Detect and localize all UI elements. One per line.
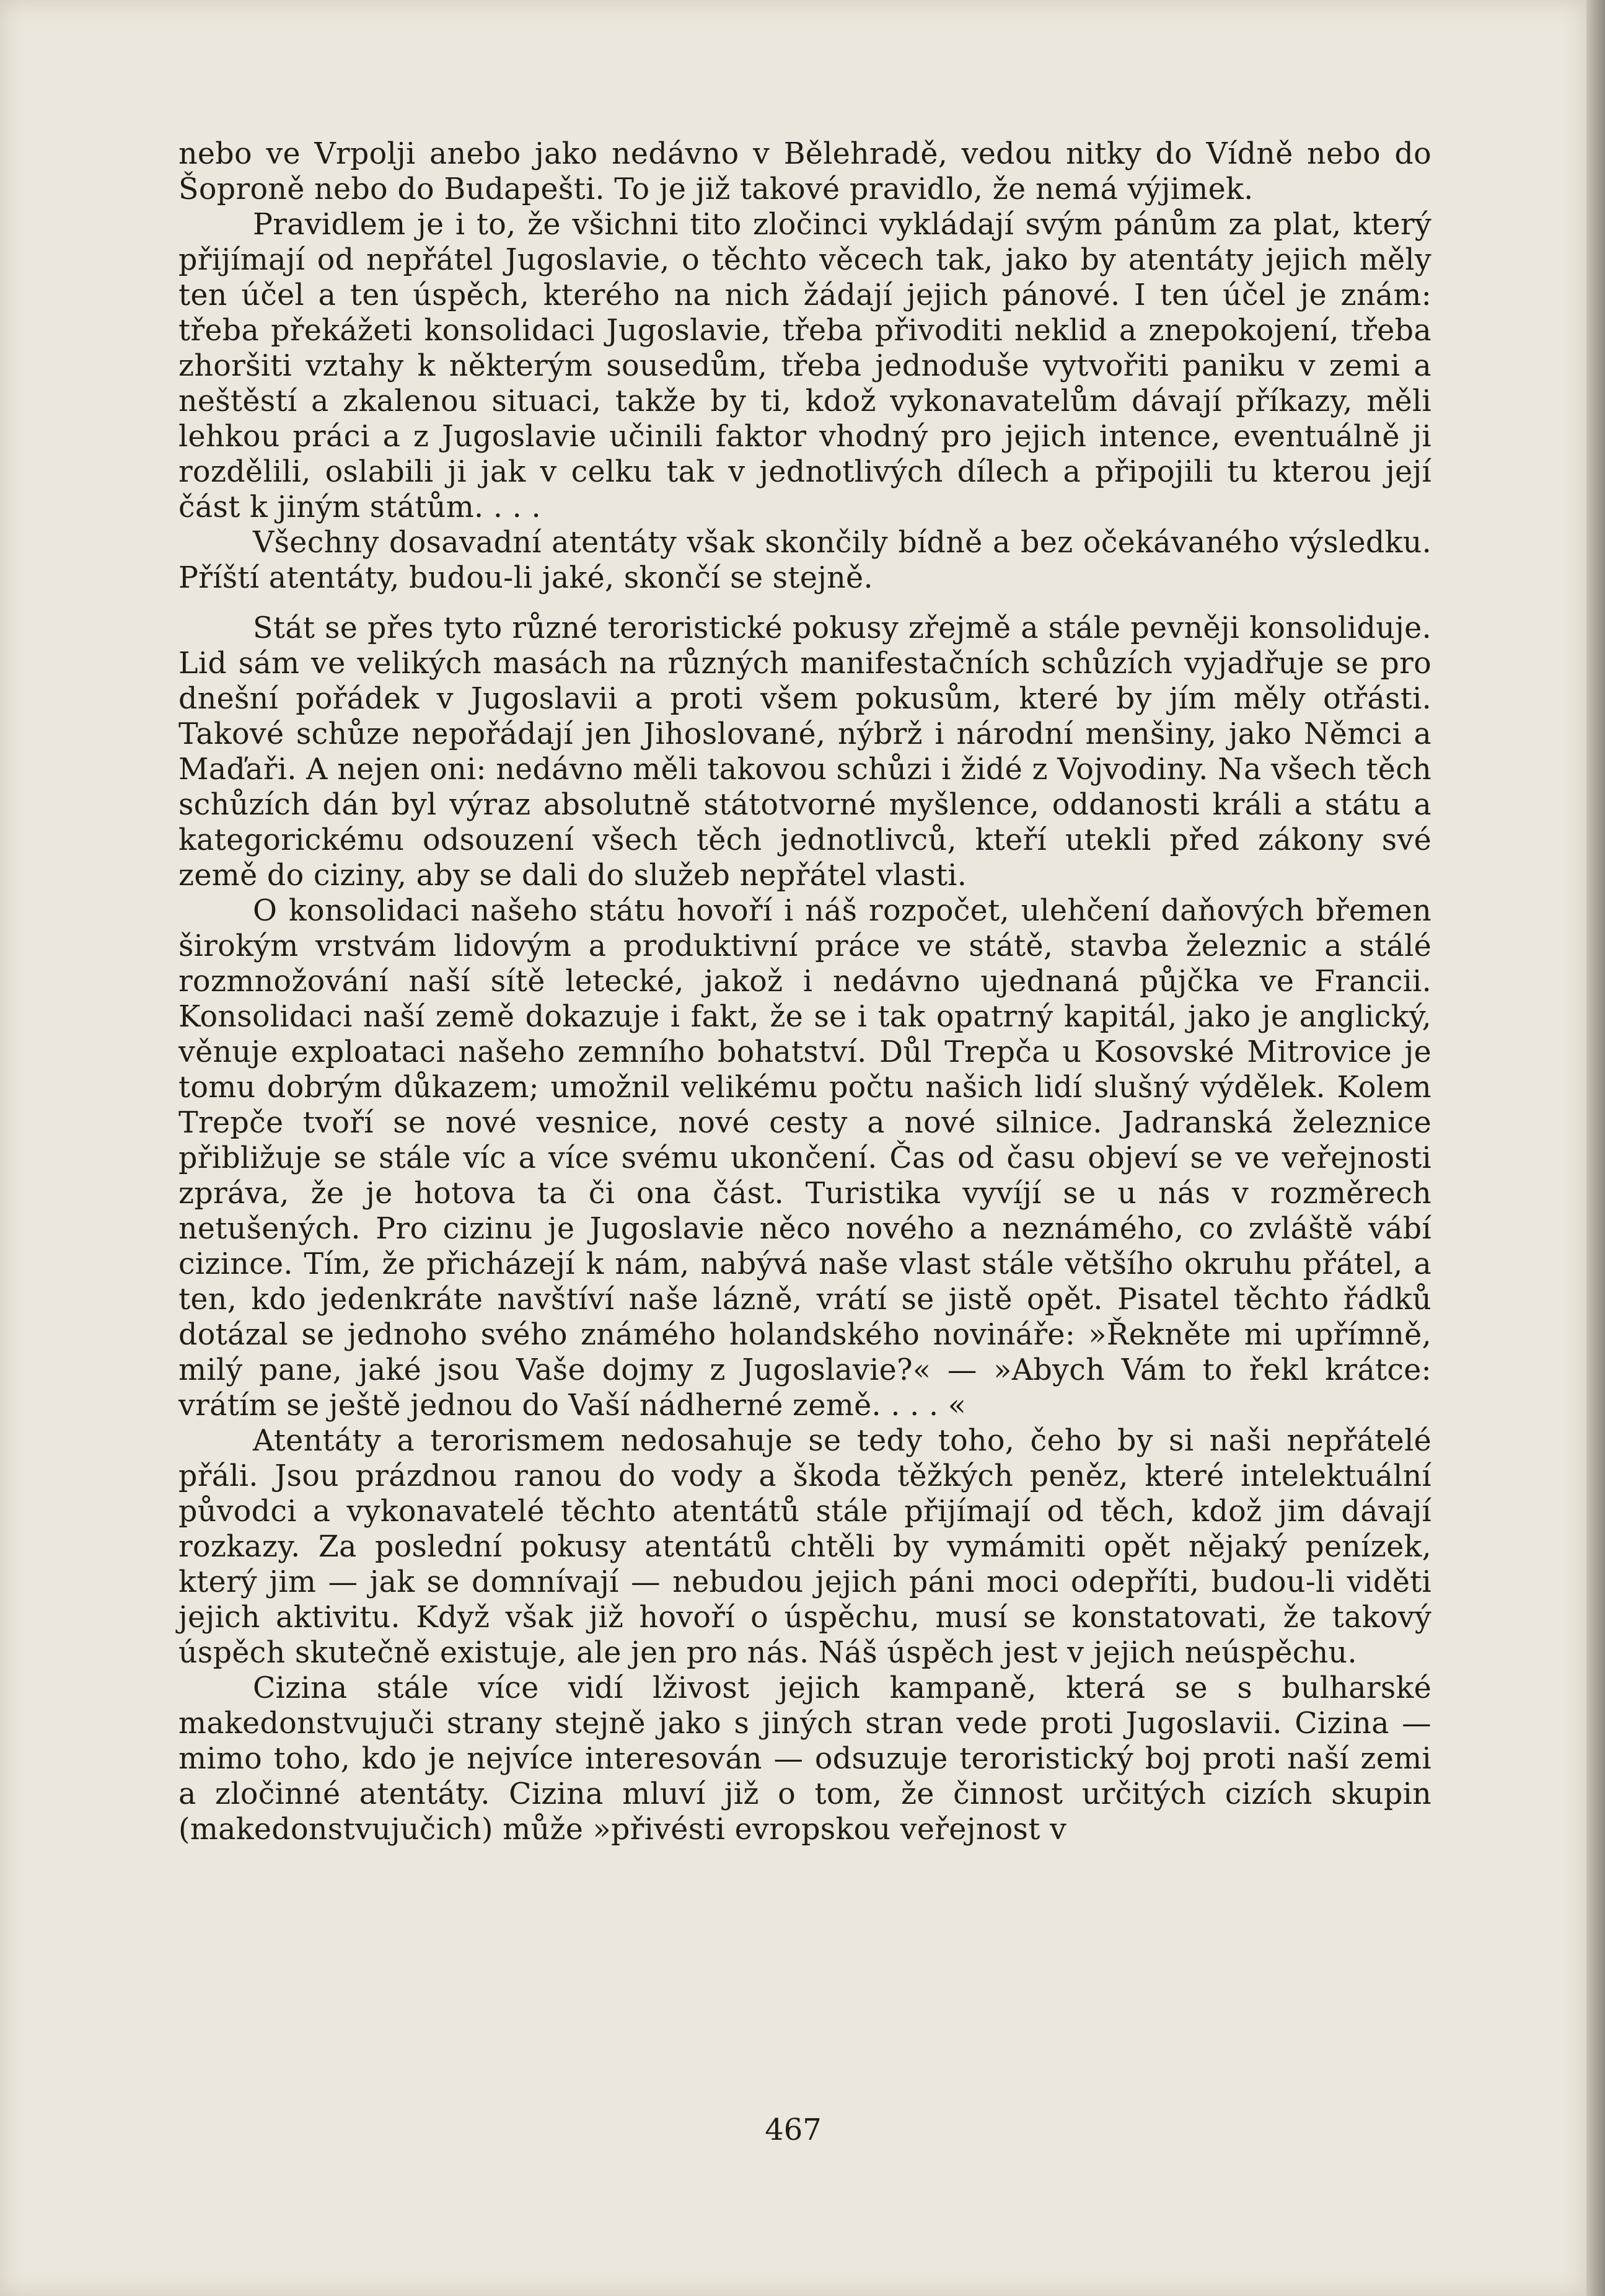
paragraph-6: Atentáty a terorismem nedosahuje se tedy toho, čeho by si naši nepřátelé přáli. Jsou prázdnou ranou do vody a škoda těžkých peněz, které intelektuální původci a vykonavatelé těchto atentátů stále přijímají od těch, kdož jim dávají rozkazy. Za poslední pokusy atentátů chtěli by vymámiti opět nějaký penízek, který jim — jak se domnívají — nebudou jejich páni moci odepříti, budou-li viděti jejich aktivitu. Když však již hovoří o úspěchu, musí se konstatovati, že takový úspěch skutečně existuje, ale jen pro nás. Náš úspěch jest v jejich neúspěchu. (178, 1424, 1431, 1670)
paragraph-3: Všechny dosavadní atentáty však skončily bídně a bez očekávaného výsledku. Příští atentáty, budou-li jaké, skončí se stejně. (178, 526, 1431, 595)
paragraph-1: nebo ve Vrpolji anebo jako nedávno v Bělehradě, vedou nitky do Vídně nebo do Šoproně nebo do Budapešti. To je již takové pravidlo, že nemá výjimek. (178, 137, 1431, 206)
body-text (178, 136, 1431, 1847)
paragraph-7: Cizina stále více vidí lživost jejich kampaně, která se s bulharské makedonstvujuči strany stejně jako s jiných stran vede proti Jugoslavii. Cizina — mimo toho, kdo je nejvíce interesován — odsuzuje teroristický boj proti naší zemi a zločinné atentáty. Cizina mluví již o tom, že činnost určitých cizích skupin (makedonstvujučich) může »přivésti evropskou veřejnost v (178, 1671, 1431, 1847)
paragraph-5: O konsolidaci našeho státu hovoří i náš rozpočet, ulehčení daňových břemen širokým vrstvám lidovým a produktivní práce ve státě, stavba železnic a stálé rozmnožování naší sítě letecké, jakož i nedávno ujednaná půjčka ve Francii. Konsolidaci naší země dokazuje i fakt, že se i tak opatrný kapitál, jako je anglický, věnuje exploataci našeho zemního bohatství. Důl Trepča u Kosovské Mitrovice je tomu dobrým důkazem; umožnil velikému počtu našich lidí slušný výdělek. Kolem Trepče tvoří se nové vesnice, nové cesty a nové silnice. Jadranská železnice přibližuje se stále víc a více svému ukončení. Čas od času objeví se ve veřejnosti zpráva, že je hotova ta či ona část. Turistika vyvíjí se u nás v rozměrech netušených. Pro cizinu je Jugoslavie něco nového a neznámého, co zvláště vábí cizince. Tím, že přicházejí k nám, nabývá naše vlast stále většího okruhu přátel, a ten, kdo jedenkráte navštíví naše lázně, vrátí se jistě opět. Pisatel těchto řádků dotázal se jednoho svého známého holandského novináře: »Řekněte mi upřímně, milý pane, jaké jsou Vaše dojmy z Jugoslavie?« — »Abych Vám to řekl krátce: vrátím se ještě jednou do Vaší nádherné země. . . . « (178, 894, 1431, 1423)
paragraph-4: Stát se přes tyto různé teroristické pokusy zřejmě a stále pevněji konsoliduje. Lid sám ve velikých masách na různých manifestačních schůzích vyjadřuje se pro dnešní pořádek v Jugoslavii a proti všem pokusům, které by jím měly otřásti. Takové schůze nepořádají jen Jihoslované, nýbrž i národní menšiny, jako Němci a Maďaři. A nejen oni: nedávno měli takovou schůzi i židé z Vojvodiny. Na všech těch schůzích dán byl výraz absolutně státotvorné myšlence, oddanosti králi a státu a kategorickému odsouzení všech těch jednotlivců, kteří utekli před zákony své země do ciziny, aby se dali do služeb nepřátel vlasti. (178, 611, 1431, 893)
page-number: 467 (765, 2113, 822, 2147)
page-edge (1586, 0, 1605, 2296)
paragraph-2: Pravidlem je i to, že všichni tito zločinci vykládají svým pánům za plat, který přijímají od nepřátel Jugoslavie, o těchto věcech tak, jako by atentáty jejich měly ten účel a ten úspěch, kterého na nich žádají jejich pánové. I ten účel je znám: třeba překážeti konsolidaci Jugoslavie, třeba přivoditi neklid a znepokojení, třeba zhoršiti vztahy k některým sousedům, třeba jednoduše vytvořiti paniku v zemi a neštěstí a zkalenou situaci, takže by ti, kdož vykonavatelům dávají příkazy, měli lehkou práci a z Jugoslavie učinili faktor vhodný pro jejich intence, eventuálně ji rozdělili, oslabili ji jak v celku tak v jednotlivých dílech a připojili tu kterou její část k jiným státům. . . . (178, 208, 1431, 524)
